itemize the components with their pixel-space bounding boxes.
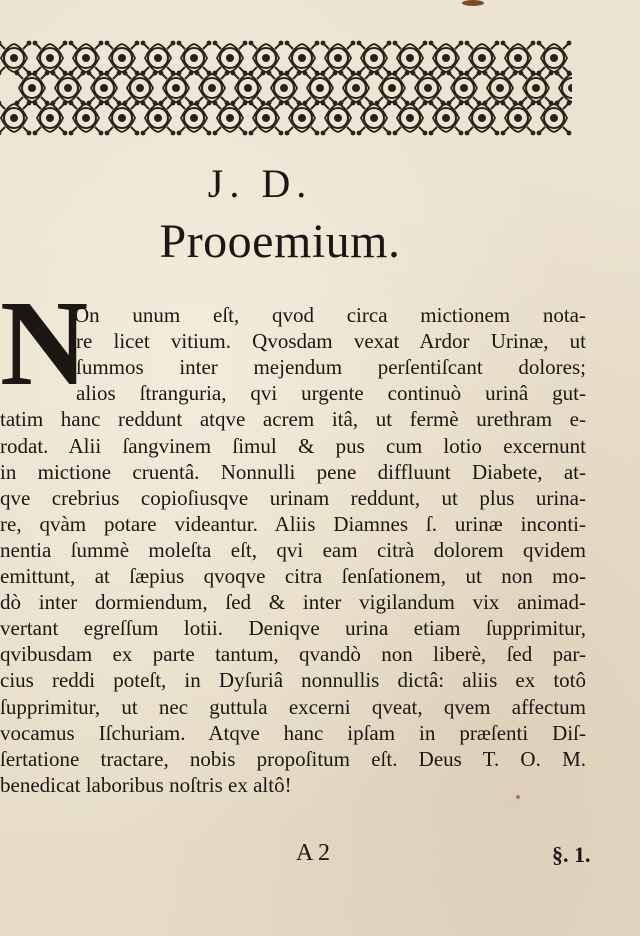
text-line: re licet vitium. Qvosdam vexat Ardor Urinæ, ut <box>76 329 586 354</box>
text-line: On unum eſt, qvod circa mictionem nota- <box>74 303 586 327</box>
text-line: cius reddi poteſt, in Dyſuriâ nonnullis dictâ: aliis ex totô <box>0 668 586 693</box>
text-line: vocamus Iſchuriam. Atqve hanc ipſam in præſenti Diſ- <box>0 720 586 745</box>
text-line: vertant egreſſum lotii. Deniqve urina etiam ſupprimitur, <box>0 616 586 641</box>
text-line: ſertatione tractare, nobis propoſitum eſt. Deus T. O. M. <box>0 746 586 771</box>
text-line: qve crebrius copioſiusqve urinam reddunt, ut plus urina- <box>0 485 586 510</box>
text-line: ſupprimitur, ut nec guttula excerni qveat, qvem affectum <box>0 694 586 719</box>
heading-initials: J. D. <box>207 161 313 206</box>
text-line: benedicat laboribus noſtris ex altô! <box>0 772 292 797</box>
paper-stain <box>462 0 484 6</box>
text-line: qvibusdam ex parte tantum, qvandò non liberè, ſed par- <box>0 642 586 667</box>
ornament-graphic <box>0 36 572 136</box>
text-line: alios ſtranguria, qvi urgente continuò urinâ gut- <box>76 381 586 406</box>
text-line: nentia ſummè moleſta eſt, qvi eam citrà dolorem qvidem <box>0 537 586 562</box>
text-line: emittunt, at ſæpius qvoqve citra ſenſationem, ut non mo- <box>0 564 586 588</box>
paragraph-mark: §. 1. <box>552 842 591 867</box>
text-line: tatim hanc reddunt atqve acrem itâ, ut fermè urethram e- <box>0 407 586 432</box>
text-line: re, qvàm potare videantur. Aliis Diamnes ſ. urinæ inconti- <box>0 511 586 536</box>
text-line: dò inter dormiendum, ſed & inter vigilandum vix animad- <box>0 590 586 615</box>
drop-capital: N <box>0 276 89 411</box>
text-line: rodat. Alii ſangvinem ſimul & pus cum lotio excernunt <box>0 433 586 458</box>
signature-mark: A 2 <box>296 840 331 866</box>
text-line: in mictione cruentâ. Nonnulli pene diffluunt Diabete, at- <box>0 459 586 484</box>
heading-title: Prooemium. <box>159 215 401 268</box>
decorative-ornament-band <box>0 36 572 136</box>
text-line: ſummos inter mejendum perſentiſcant dolores; <box>76 355 586 380</box>
paper-speck <box>516 795 520 799</box>
